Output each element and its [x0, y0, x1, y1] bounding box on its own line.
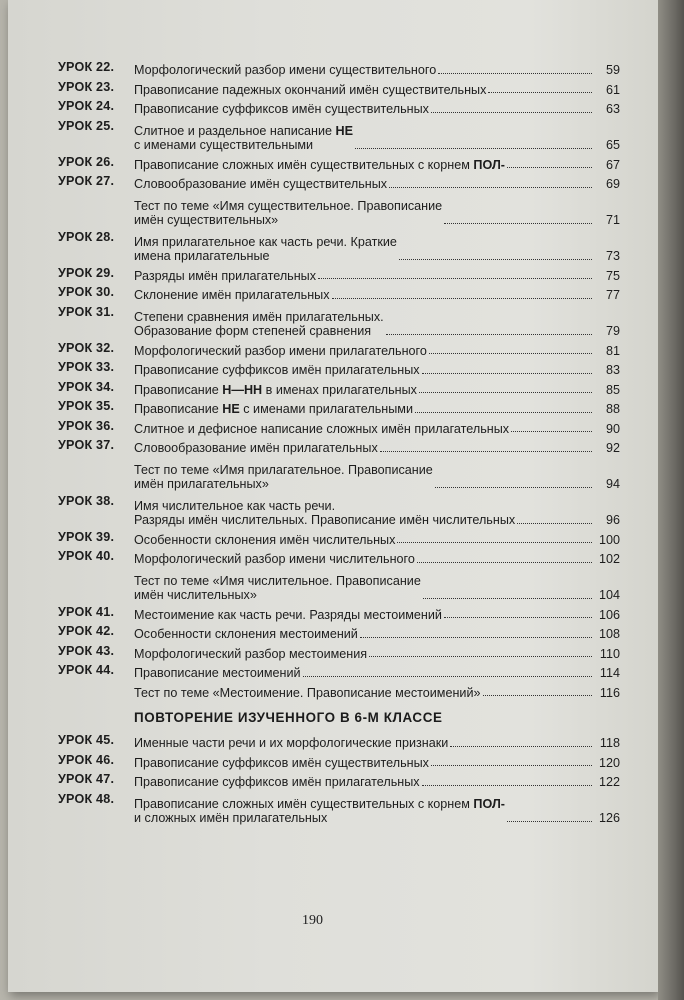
toc-entry	[58, 681, 620, 701]
dot-leader	[444, 223, 592, 224]
title-tail: в именах прилагательных	[265, 382, 417, 397]
toc-entry-title	[134, 102, 429, 116]
title-second-line: Разряды имён числительных. Правописание имён числительных	[134, 513, 516, 528]
entry-page-number: 81	[605, 343, 620, 358]
lesson-number: УРОК 41.	[58, 604, 115, 619]
entry-page-number: 114	[599, 666, 620, 681]
lesson-number: УРОК 32.	[58, 340, 115, 355]
toc-entry-body	[58, 199, 620, 228]
dot-leader	[417, 562, 592, 563]
toc-entry-title	[134, 647, 367, 661]
toc-entry	[58, 303, 620, 339]
title-text: Тест по теме «Имя числительное. Правописание	[134, 573, 421, 588]
title-text: Тест по теме «Имя существительное. Правописание	[134, 198, 443, 213]
toc-entry-title	[134, 288, 330, 302]
title-text: Слитное и раздельное написание	[134, 123, 333, 138]
lesson-number: УРОК 46.	[58, 752, 115, 767]
table-of-contents	[58, 58, 620, 826]
toc-entry-body	[134, 344, 620, 358]
toc-entry	[58, 528, 620, 548]
dot-leader	[423, 598, 592, 599]
title-text: Правописание суффиксов имён прилагательных	[134, 775, 420, 790]
toc-entry-body	[58, 463, 620, 492]
lesson-number: УРОК 29.	[58, 265, 115, 280]
toc-entry-title	[134, 158, 505, 172]
entry-page-number: 94	[605, 477, 620, 492]
dot-leader	[355, 148, 592, 149]
toc-entry-body	[134, 627, 620, 641]
dot-leader	[303, 676, 592, 677]
dot-leader	[435, 487, 592, 488]
entry-page-number: 71	[605, 213, 620, 228]
title-second-line: имён существительных»	[134, 213, 279, 228]
title-text: Правописание сложных имён существительных с корнем	[134, 796, 470, 811]
dot-leader	[389, 187, 592, 188]
toc-entry-body	[134, 288, 620, 302]
lesson-number: УРОК 37.	[58, 438, 115, 452]
toc-entry	[58, 172, 620, 192]
dot-leader	[360, 637, 592, 638]
toc-entry-body	[134, 608, 620, 622]
toc-entry	[58, 78, 620, 98]
toc-entry-title	[134, 736, 448, 750]
toc-entry-title	[134, 63, 436, 77]
title-keyword: Н—НН	[222, 382, 263, 397]
lesson-number: УРОК 34.	[58, 379, 115, 394]
title-text: Местоимение как часть речи. Разряды местоимений	[134, 607, 442, 622]
title-text: Правописание суффиксов имён прилагательных	[134, 363, 420, 378]
lesson-number: УРОК 45.	[58, 733, 115, 747]
title-text: Правописание сложных имён существительных с корнем	[134, 157, 470, 172]
title-second-line: имён прилагательных»	[134, 477, 269, 492]
toc-entry-title	[134, 402, 413, 416]
entry-page-number: 59	[605, 63, 620, 78]
toc-entry	[58, 283, 620, 303]
title-second-line: имён числительных»	[134, 588, 257, 603]
dot-leader	[488, 92, 592, 93]
dot-leader	[511, 431, 592, 432]
title-second-line: Образование форм степеней сравнения	[134, 324, 372, 339]
toc-entry	[58, 642, 620, 662]
toc-entry-body	[134, 177, 620, 191]
toc-entry	[58, 417, 620, 437]
lesson-number: УРОК 39.	[58, 529, 115, 544]
lesson-number: УРОК 48.	[58, 791, 115, 806]
toc-entry	[58, 117, 620, 153]
title-text: Правописание падежных окончаний имён существительных	[134, 82, 487, 97]
entry-page-number: 110	[599, 646, 620, 661]
lesson-number: УРОК 27.	[58, 174, 115, 188]
toc-list-bottom	[58, 731, 620, 826]
toc-entry	[58, 456, 620, 492]
lesson-number: УРОК 36.	[58, 418, 115, 433]
toc-entry-title	[134, 797, 505, 826]
toc-entry-title	[134, 383, 417, 397]
entry-page-number: 69	[605, 177, 620, 192]
toc-entry-title	[134, 552, 415, 566]
entry-page-number: 67	[605, 157, 620, 172]
dot-leader	[422, 785, 592, 786]
toc-entry-body	[134, 441, 620, 455]
toc-entry-title	[134, 199, 442, 228]
lesson-number: УРОК 25.	[58, 118, 115, 133]
title-text: Имя прилагательное как часть речи. Краткие	[134, 234, 397, 249]
toc-entry-body	[134, 363, 620, 377]
toc-entry	[58, 97, 620, 117]
toc-entry-body	[134, 83, 620, 97]
lesson-number: УРОК 24.	[58, 99, 115, 113]
dot-leader	[399, 259, 592, 260]
lesson-number: УРОК 26.	[58, 154, 115, 169]
toc-entry-title	[134, 363, 420, 377]
toc-entry-body	[134, 269, 620, 283]
entry-page-number: 61	[605, 82, 620, 97]
title-keyword: НЕ	[222, 402, 240, 417]
dot-leader	[438, 73, 592, 74]
toc-entry-body	[134, 124, 620, 153]
toc-entry-title	[134, 775, 420, 789]
toc-entry	[58, 492, 620, 528]
toc-entry-title	[134, 627, 358, 641]
title-text: Имя числительное как часть речи.	[134, 498, 336, 513]
toc-entry-body	[134, 797, 620, 826]
lesson-number: УРОК 31.	[58, 304, 115, 319]
title-text: Особенности склонения местоимений	[134, 627, 358, 642]
toc-entry	[58, 436, 620, 456]
title-text: Слитное и дефисное написание сложных имён прилагательных	[134, 421, 510, 436]
toc-entry	[58, 770, 620, 790]
entry-page-number: 100	[598, 532, 620, 547]
toc-entry	[58, 731, 620, 751]
dot-leader	[318, 278, 592, 279]
lesson-number: УРОК 28.	[58, 229, 115, 244]
toc-entry	[58, 339, 620, 359]
lesson-number: УРОК 22.	[58, 60, 115, 74]
dot-leader	[431, 112, 592, 113]
toc-entry	[58, 192, 620, 228]
dot-leader	[422, 373, 592, 374]
dot-leader	[332, 298, 592, 299]
entry-page-number: 106	[598, 607, 620, 622]
title-text: Правописание суффиксов имён существительных	[134, 102, 429, 117]
toc-entry	[58, 153, 620, 173]
title-text: Морфологический разбор имени числительного	[134, 552, 415, 567]
entry-page-number: 102	[598, 552, 620, 567]
entry-page-number: 77	[605, 288, 620, 303]
toc-entry-body	[134, 736, 620, 750]
entry-page-number: 85	[605, 382, 620, 397]
entry-page-number: 63	[605, 102, 620, 117]
section-heading: ПОВТОРЕНИЕ ИЗУЧЕННОГО В 6-М КЛАССЕ	[134, 710, 443, 725]
dot-leader	[507, 167, 592, 168]
entry-page-number: 90	[605, 421, 620, 436]
toc-entry-body	[134, 310, 620, 339]
title-second-line: и сложных имён прилагательных	[134, 811, 328, 826]
title-text: Словообразование имён существительных	[134, 177, 388, 192]
entry-page-number: 108	[598, 627, 620, 642]
dot-leader	[483, 695, 593, 696]
title-keyword: ПОЛ-	[473, 796, 505, 811]
title-text: Правописание	[134, 402, 219, 417]
entry-page-number: 122	[598, 775, 620, 790]
toc-entry	[58, 790, 620, 826]
entry-page-number: 126	[598, 811, 620, 826]
toc-entry-title	[134, 422, 509, 436]
toc-entry-title	[134, 235, 397, 264]
title-text: Правописание суффиксов имён существительных	[134, 755, 429, 770]
dot-leader	[450, 746, 592, 747]
toc-entry	[58, 661, 620, 681]
toc-entry-body	[134, 102, 620, 116]
lesson-number: УРОК 40.	[58, 549, 115, 563]
toc-entry-body	[58, 686, 620, 700]
toc-entry-title	[134, 310, 384, 339]
toc-entry-body	[134, 499, 620, 528]
toc-entry-body	[134, 158, 620, 172]
toc-list-top	[58, 58, 620, 700]
entry-page-number: 79	[605, 324, 620, 339]
title-second-line: с именами существительными	[134, 138, 314, 153]
toc-entry	[58, 378, 620, 398]
lesson-number: УРОК 42.	[58, 624, 115, 638]
entry-page-number: 65	[605, 138, 620, 153]
toc-entry-title	[134, 83, 486, 97]
entry-page-number: 92	[605, 441, 620, 456]
title-text: Особенности склонения имён числительных	[134, 532, 396, 547]
page-number: 190	[302, 913, 323, 928]
entry-page-number: 88	[605, 402, 620, 417]
toc-entry-body	[134, 422, 620, 436]
entry-page-number: 83	[605, 363, 620, 378]
toc-entry	[58, 397, 620, 417]
title-text: Морфологический разбор имени прилагательного	[134, 343, 427, 358]
toc-entry-body	[58, 574, 620, 603]
toc-entry	[58, 264, 620, 284]
lesson-number: УРОК 43.	[58, 643, 115, 658]
book-page	[8, 0, 658, 992]
entry-page-number: 120	[598, 755, 620, 770]
toc-entry-body	[134, 383, 620, 397]
toc-entry-title	[134, 344, 427, 358]
title-second-line: имена прилагательные	[134, 249, 270, 264]
title-tail: с именами прилагательными	[243, 402, 413, 417]
dot-leader	[369, 656, 592, 657]
toc-entry-title	[134, 686, 481, 700]
title-text: Морфологический разбор имени существительного	[134, 63, 437, 78]
entry-page-number: 116	[599, 685, 620, 700]
toc-entry-title	[134, 574, 421, 603]
book-spine-shadow	[658, 0, 684, 1000]
entry-page-number: 104	[598, 588, 620, 603]
title-keyword: ПОЛ-	[473, 157, 505, 172]
lesson-number: УРОК 47.	[58, 772, 115, 786]
toc-entry	[58, 228, 620, 264]
dot-leader	[397, 542, 592, 543]
toc-entry	[58, 603, 620, 623]
entry-page-number: 96	[605, 513, 620, 528]
title-text: Тест по теме «Имя прилагательное. Правописание	[134, 462, 433, 477]
dot-leader	[415, 412, 592, 413]
entry-page-number: 73	[605, 249, 620, 264]
lesson-number: УРОК 44.	[58, 663, 115, 677]
dot-leader	[507, 821, 592, 822]
toc-entry	[58, 358, 620, 378]
dot-leader	[380, 451, 592, 452]
entry-page-number: 118	[599, 736, 620, 751]
entry-page-number: 75	[605, 268, 620, 283]
toc-entry-body	[134, 533, 620, 547]
toc-entry-title	[134, 499, 515, 528]
title-text: Морфологический разбор местоимения	[134, 646, 368, 661]
dot-leader	[386, 334, 592, 335]
title-text: Тест по теме «Местоимение. Правописание местоимений»	[134, 685, 481, 700]
toc-entry-title	[134, 608, 442, 622]
toc-entry-body	[134, 552, 620, 566]
toc-entry-title	[134, 441, 378, 455]
toc-entry	[58, 567, 620, 603]
toc-entry-body	[134, 756, 620, 770]
toc-entry	[58, 622, 620, 642]
toc-entry-body	[134, 402, 620, 416]
dot-leader	[429, 353, 592, 354]
toc-entry-title	[134, 124, 353, 153]
toc-entry-title	[134, 756, 429, 770]
toc-entry	[58, 751, 620, 771]
title-text: Склонение имён прилагательных	[134, 288, 330, 303]
dot-leader	[431, 765, 592, 766]
toc-entry	[58, 58, 620, 78]
title-text: Именные части речи и их морфологические признаки	[134, 736, 449, 751]
dot-leader	[419, 392, 592, 393]
lesson-number: УРОК 33.	[58, 360, 115, 374]
toc-entry-body	[134, 775, 620, 789]
toc-entry-body	[134, 666, 620, 680]
toc-entry-title	[134, 177, 387, 191]
dot-leader	[444, 617, 592, 618]
toc-entry-title	[134, 666, 301, 680]
lesson-number: УРОК 30.	[58, 285, 115, 299]
toc-entry-title	[134, 463, 433, 492]
toc-entry-body	[134, 63, 620, 77]
lesson-number: УРОК 38.	[58, 493, 115, 508]
title-text: Степени сравнения имён прилагательных.	[134, 309, 384, 324]
title-text: Правописание местоимений	[134, 666, 301, 681]
title-text: Словообразование имён прилагательных	[134, 441, 378, 456]
toc-entry-title	[134, 269, 316, 283]
title-keyword: НЕ	[335, 123, 354, 138]
lesson-number: УРОК 23.	[58, 79, 115, 94]
dot-leader	[517, 523, 592, 524]
lesson-number: УРОК 35.	[58, 399, 115, 413]
title-text: Разряды имён прилагательных	[134, 268, 317, 283]
toc-entry	[58, 547, 620, 567]
toc-entry-body	[134, 647, 620, 661]
toc-entry-title	[134, 533, 395, 547]
toc-entry-body	[134, 235, 620, 264]
title-text: Правописание	[134, 382, 219, 397]
